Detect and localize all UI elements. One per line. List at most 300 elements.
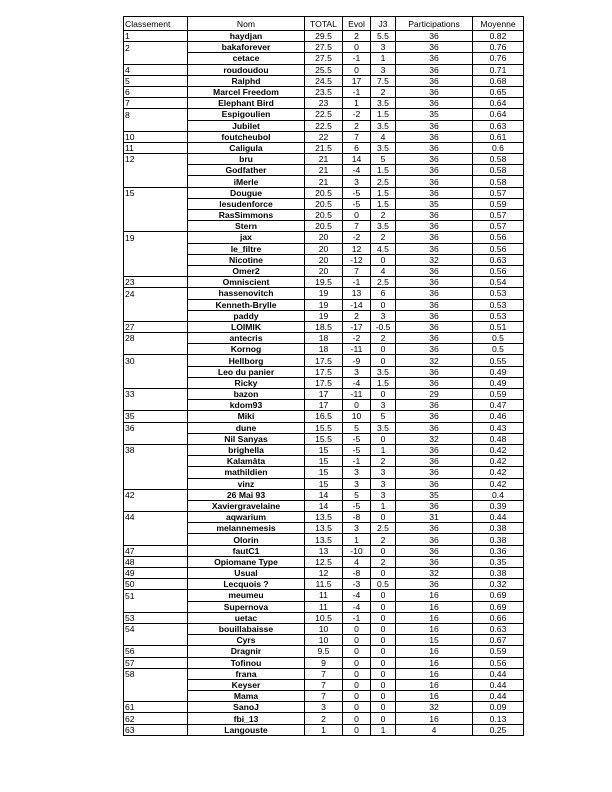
table-row [124, 154, 524, 165]
rank-cell: 47 [124, 545, 188, 556]
table-row [124, 456, 524, 467]
rank-cell [124, 679, 188, 690]
rank-cell: 36 [124, 422, 188, 433]
total-cell: 20.5 [305, 198, 343, 209]
name-cell: foutcheubol [188, 131, 305, 142]
name-cell: iMerle [188, 176, 305, 187]
table-row [124, 411, 524, 422]
participations-cell: 36 [396, 377, 473, 388]
rank-cell: 49 [124, 568, 188, 579]
rank-cell: 10 [124, 131, 188, 142]
table-row [124, 277, 524, 288]
table-row [124, 523, 524, 534]
table-row [124, 299, 524, 310]
moyenne-cell: 0.38 [473, 534, 524, 545]
participations-cell: 36 [396, 120, 473, 131]
moyenne-cell: 0.69 [473, 601, 524, 612]
evol-cell: -1 [343, 612, 371, 623]
moyenne-cell: 0.57 [473, 210, 524, 221]
j3-cell: 3.5 [371, 366, 396, 377]
name-cell: Supernova [188, 601, 305, 612]
j3-cell: 0 [371, 254, 396, 265]
evol-cell: 6 [343, 142, 371, 153]
evol-cell: -2 [343, 232, 371, 243]
total-cell: 16.5 [305, 411, 343, 422]
j3-cell: 0 [371, 668, 396, 679]
table-row [124, 422, 524, 433]
name-cell: Espigoulien [188, 109, 305, 120]
moyenne-cell: 0.4 [473, 489, 524, 500]
name-cell: Opiomane Type [188, 556, 305, 567]
j3-cell: 1.5 [371, 165, 396, 176]
table-row [124, 612, 524, 623]
participations-cell: 16 [396, 590, 473, 601]
name-cell: Kenneth-Brylle [188, 299, 305, 310]
moyenne-cell: 0.09 [473, 702, 524, 713]
j3-cell: 3.5 [371, 142, 396, 153]
table-row [124, 724, 524, 735]
moyenne-cell: 0.53 [473, 299, 524, 310]
name-cell: Kalamâta [188, 456, 305, 467]
participations-cell: 36 [396, 98, 473, 109]
evol-cell: -4 [343, 165, 371, 176]
evol-cell: -12 [343, 254, 371, 265]
moyenne-cell: 0.51 [473, 321, 524, 332]
evol-cell: 17 [343, 75, 371, 86]
rank-cell [124, 400, 188, 411]
header-j3: J3 [371, 17, 396, 31]
table-row [124, 433, 524, 444]
j3-cell: 3 [371, 64, 396, 75]
participations-cell: 15 [396, 635, 473, 646]
rank-cell [124, 299, 188, 310]
rank-cell [124, 310, 188, 321]
evol-cell: 7 [343, 265, 371, 276]
rank-cell [124, 254, 188, 265]
j3-cell: 2 [371, 210, 396, 221]
participations-cell: 32 [396, 568, 473, 579]
moyenne-cell: 0.5 [473, 344, 524, 355]
rank-cell: 57 [124, 657, 188, 668]
name-cell: Mama [188, 691, 305, 702]
rank-cell [124, 120, 188, 131]
name-cell: brighella [188, 444, 305, 455]
participations-cell: 35 [396, 109, 473, 120]
j3-cell: 1 [371, 724, 396, 735]
name-cell: Godfather [188, 165, 305, 176]
evol-cell: 3 [343, 467, 371, 478]
participations-cell: 32 [396, 702, 473, 713]
evol-cell: -5 [343, 198, 371, 209]
moyenne-cell: 0.56 [473, 232, 524, 243]
total-cell: 19 [305, 310, 343, 321]
table-row [124, 321, 524, 332]
table-row [124, 109, 524, 120]
evol-cell: 1 [343, 534, 371, 545]
evol-cell: 2 [343, 310, 371, 321]
rank-cell [124, 210, 188, 221]
evol-cell: -1 [343, 86, 371, 97]
total-cell: 15.5 [305, 433, 343, 444]
name-cell: Omer2 [188, 265, 305, 276]
moyenne-cell: 0.67 [473, 635, 524, 646]
evol-cell: 0 [343, 679, 371, 690]
participations-cell: 16 [396, 601, 473, 612]
total-cell: 9 [305, 657, 343, 668]
moyenne-cell: 0.54 [473, 277, 524, 288]
table-row [124, 187, 524, 198]
moyenne-cell: 0.6 [473, 142, 524, 153]
name-cell: Xaviergravelaine [188, 500, 305, 511]
participations-cell: 36 [396, 556, 473, 567]
participations-cell: 36 [396, 176, 473, 187]
rank-cell: 24 [124, 288, 188, 299]
moyenne-cell: 0.66 [473, 612, 524, 623]
total-cell: 21 [305, 176, 343, 187]
name-cell: Leo du panier [188, 366, 305, 377]
name-cell: vinz [188, 478, 305, 489]
total-cell: 11 [305, 601, 343, 612]
j3-cell: 0 [371, 713, 396, 724]
j3-cell: 1.5 [371, 198, 396, 209]
j3-cell: 0 [371, 612, 396, 623]
table-row [124, 355, 524, 366]
rank-cell [124, 198, 188, 209]
participations-cell: 36 [396, 422, 473, 433]
moyenne-cell: 0.36 [473, 545, 524, 556]
total-cell: 22 [305, 131, 343, 142]
participations-cell: 29 [396, 389, 473, 400]
evol-cell: -1 [343, 53, 371, 64]
table-row [124, 444, 524, 455]
name-cell: hassenovitch [188, 288, 305, 299]
table-row [124, 98, 524, 109]
rank-cell: 44 [124, 512, 188, 523]
rank-cell [124, 53, 188, 64]
participations-cell: 36 [396, 221, 473, 232]
table-row [124, 165, 524, 176]
j3-cell: 1 [371, 444, 396, 455]
evol-cell: -5 [343, 433, 371, 444]
participations-cell: 36 [396, 86, 473, 97]
table-row [124, 243, 524, 254]
total-cell: 9.5 [305, 646, 343, 657]
moyenne-cell: 0.57 [473, 187, 524, 198]
total-cell: 13.5 [305, 534, 343, 545]
moyenne-cell: 0.82 [473, 31, 524, 42]
j3-cell: 0 [371, 691, 396, 702]
rank-cell: 58 [124, 668, 188, 679]
table-row [124, 579, 524, 590]
table-row [124, 221, 524, 232]
j3-cell: 2.5 [371, 176, 396, 187]
participations-cell: 32 [396, 433, 473, 444]
table-row [124, 31, 524, 42]
name-cell: Olorin [188, 534, 305, 545]
total-cell: 3 [305, 702, 343, 713]
participations-cell: 16 [396, 668, 473, 679]
table-row [124, 86, 524, 97]
rank-cell: 35 [124, 411, 188, 422]
rank-cell: 19 [124, 232, 188, 243]
j3-cell: 5.5 [371, 31, 396, 42]
j3-cell: 0 [371, 299, 396, 310]
total-cell: 12 [305, 568, 343, 579]
evol-cell: 5 [343, 489, 371, 500]
evol-cell: -5 [343, 500, 371, 511]
evol-cell: -2 [343, 109, 371, 120]
header-nom: Nom [188, 17, 305, 31]
header-total: TOTAL [305, 17, 343, 31]
participations-cell: 36 [396, 579, 473, 590]
evol-cell: 10 [343, 411, 371, 422]
rank-cell [124, 635, 188, 646]
rank-cell: 27 [124, 321, 188, 332]
moyenne-cell: 0.49 [473, 377, 524, 388]
name-cell: bakaforever [188, 42, 305, 53]
j3-cell: 3 [371, 489, 396, 500]
evol-cell: -1 [343, 456, 371, 467]
total-cell: 14 [305, 500, 343, 511]
table-row [124, 556, 524, 567]
j3-cell: 0 [371, 568, 396, 579]
moyenne-cell: 0.25 [473, 724, 524, 735]
j3-cell: 1.5 [371, 377, 396, 388]
moyenne-cell: 0.44 [473, 668, 524, 679]
total-cell: 17.5 [305, 355, 343, 366]
table-row [124, 344, 524, 355]
name-cell: Tofinou [188, 657, 305, 668]
moyenne-cell: 0.64 [473, 109, 524, 120]
header-classement: Classement [124, 17, 188, 31]
moyenne-cell: 0.44 [473, 691, 524, 702]
evol-cell: -8 [343, 568, 371, 579]
participations-cell: 36 [396, 400, 473, 411]
table-row [124, 601, 524, 612]
moyenne-cell: 0.49 [473, 366, 524, 377]
name-cell: Lecquois ? [188, 579, 305, 590]
name-cell: paddy [188, 310, 305, 321]
rank-cell: 6 [124, 86, 188, 97]
participations-cell: 36 [396, 299, 473, 310]
total-cell: 20 [305, 254, 343, 265]
moyenne-cell: 0.48 [473, 433, 524, 444]
name-cell: Caligula [188, 142, 305, 153]
participations-cell: 36 [396, 277, 473, 288]
evol-cell: 3 [343, 366, 371, 377]
rank-cell: 7 [124, 98, 188, 109]
participations-cell: 36 [396, 31, 473, 42]
rank-cell: 30 [124, 355, 188, 366]
evol-cell: 0 [343, 724, 371, 735]
j3-cell: 0 [371, 679, 396, 690]
moyenne-cell: 0.47 [473, 400, 524, 411]
name-cell: mathildien [188, 467, 305, 478]
participations-cell: 36 [396, 243, 473, 254]
j3-cell: 3.5 [371, 422, 396, 433]
participations-cell: 36 [396, 500, 473, 511]
table-row [124, 53, 524, 64]
name-cell: haydjan [188, 31, 305, 42]
rank-cell: 50 [124, 579, 188, 590]
participations-cell: 36 [396, 444, 473, 455]
participations-cell: 36 [396, 288, 473, 299]
evol-cell: -8 [343, 512, 371, 523]
evol-cell: 0 [343, 691, 371, 702]
total-cell: 27.5 [305, 53, 343, 64]
evol-cell: -5 [343, 187, 371, 198]
table-row [124, 42, 524, 53]
name-cell: dune [188, 422, 305, 433]
participations-cell: 35 [396, 489, 473, 500]
name-cell: Langouste [188, 724, 305, 735]
total-cell: 25.5 [305, 64, 343, 75]
table-row [124, 657, 524, 668]
j3-cell: 0 [371, 702, 396, 713]
j3-cell: 2 [371, 456, 396, 467]
participations-cell: 36 [396, 154, 473, 165]
j3-cell: 2 [371, 232, 396, 243]
total-cell: 13.5 [305, 512, 343, 523]
j3-cell: 0 [371, 590, 396, 601]
participations-cell: 36 [396, 232, 473, 243]
rank-cell: 28 [124, 333, 188, 344]
evol-cell: 2 [343, 120, 371, 131]
table-row [124, 512, 524, 523]
participations-cell: 16 [396, 713, 473, 724]
total-cell: 23 [305, 98, 343, 109]
participations-cell: 32 [396, 254, 473, 265]
moyenne-cell: 0.42 [473, 456, 524, 467]
participations-cell: 32 [396, 355, 473, 366]
table-row [124, 142, 524, 153]
table-row [124, 366, 524, 377]
moyenne-cell: 0.5 [473, 333, 524, 344]
participations-cell: 36 [396, 310, 473, 321]
j3-cell: 3 [371, 42, 396, 53]
rank-cell: 54 [124, 623, 188, 634]
name-cell: Usual [188, 568, 305, 579]
evol-cell: 3 [343, 176, 371, 187]
name-cell: Nil Sanyas [188, 433, 305, 444]
evol-cell: 0 [343, 64, 371, 75]
name-cell: Elephant Bird [188, 98, 305, 109]
moyenne-cell: 0.57 [473, 221, 524, 232]
j3-cell: 7.5 [371, 75, 396, 86]
evol-cell: -17 [343, 321, 371, 332]
j3-cell: 0 [371, 646, 396, 657]
moyenne-cell: 0.76 [473, 53, 524, 64]
name-cell: roudoudou [188, 64, 305, 75]
name-cell: bouillabaisse [188, 623, 305, 634]
table-row [124, 310, 524, 321]
total-cell: 1 [305, 724, 343, 735]
moyenne-cell: 0.58 [473, 154, 524, 165]
table-row [124, 467, 524, 478]
evol-cell: 0 [343, 702, 371, 713]
rank-cell [124, 265, 188, 276]
total-cell: 13 [305, 545, 343, 556]
rank-cell: 63 [124, 724, 188, 735]
total-cell: 22.5 [305, 109, 343, 120]
evol-cell: 0 [343, 668, 371, 679]
name-cell: frana [188, 668, 305, 679]
evol-cell: 0 [343, 210, 371, 221]
moyenne-cell: 0.53 [473, 310, 524, 321]
name-cell: 26 Mai 93 [188, 489, 305, 500]
total-cell: 19.5 [305, 277, 343, 288]
total-cell: 20 [305, 265, 343, 276]
header-moyenne: Moyenne [473, 17, 524, 31]
rank-cell: 56 [124, 646, 188, 657]
name-cell: kdom93 [188, 400, 305, 411]
evol-cell: 7 [343, 221, 371, 232]
total-cell: 18 [305, 344, 343, 355]
rank-cell [124, 456, 188, 467]
total-cell: 29.5 [305, 31, 343, 42]
name-cell: aqwarium [188, 512, 305, 523]
j3-cell: 0 [371, 601, 396, 612]
total-cell: 14 [305, 489, 343, 500]
name-cell: Keyser [188, 679, 305, 690]
total-cell: 15.5 [305, 422, 343, 433]
table-row [124, 545, 524, 556]
j3-cell: 0 [371, 389, 396, 400]
j3-cell: 2 [371, 333, 396, 344]
j3-cell: 0 [371, 355, 396, 366]
participations-cell: 36 [396, 75, 473, 86]
rank-cell [124, 433, 188, 444]
participations-cell: 36 [396, 53, 473, 64]
moyenne-cell: 0.53 [473, 288, 524, 299]
participations-cell: 36 [396, 333, 473, 344]
participations-cell: 16 [396, 623, 473, 634]
rank-cell [124, 601, 188, 612]
participations-cell: 36 [396, 411, 473, 422]
rank-cell [124, 500, 188, 511]
table-row [124, 64, 524, 75]
name-cell: cetace [188, 53, 305, 64]
participations-cell: 36 [396, 165, 473, 176]
evol-cell: 0 [343, 623, 371, 634]
j3-cell: 5 [371, 154, 396, 165]
table-row [124, 635, 524, 646]
participations-cell: 36 [396, 534, 473, 545]
name-cell: Dragnir [188, 646, 305, 657]
j3-cell: 3.5 [371, 98, 396, 109]
j3-cell: 0 [371, 433, 396, 444]
rank-cell [124, 176, 188, 187]
name-cell: Stern [188, 221, 305, 232]
header-evol: Evol [343, 17, 371, 31]
moyenne-cell: 0.55 [473, 355, 524, 366]
moyenne-cell: 0.76 [473, 42, 524, 53]
participations-cell: 36 [396, 42, 473, 53]
j3-cell: 1.5 [371, 187, 396, 198]
moyenne-cell: 0.59 [473, 389, 524, 400]
total-cell: 20.5 [305, 210, 343, 221]
j3-cell: 3 [371, 400, 396, 411]
moyenne-cell: 0.63 [473, 623, 524, 634]
moyenne-cell: 0.44 [473, 512, 524, 523]
table-row [124, 691, 524, 702]
rank-cell [124, 221, 188, 232]
name-cell: Marcel Freedom [188, 86, 305, 97]
table-row [124, 489, 524, 500]
evol-cell: -14 [343, 299, 371, 310]
evol-cell: 0 [343, 646, 371, 657]
rank-cell: 33 [124, 389, 188, 400]
